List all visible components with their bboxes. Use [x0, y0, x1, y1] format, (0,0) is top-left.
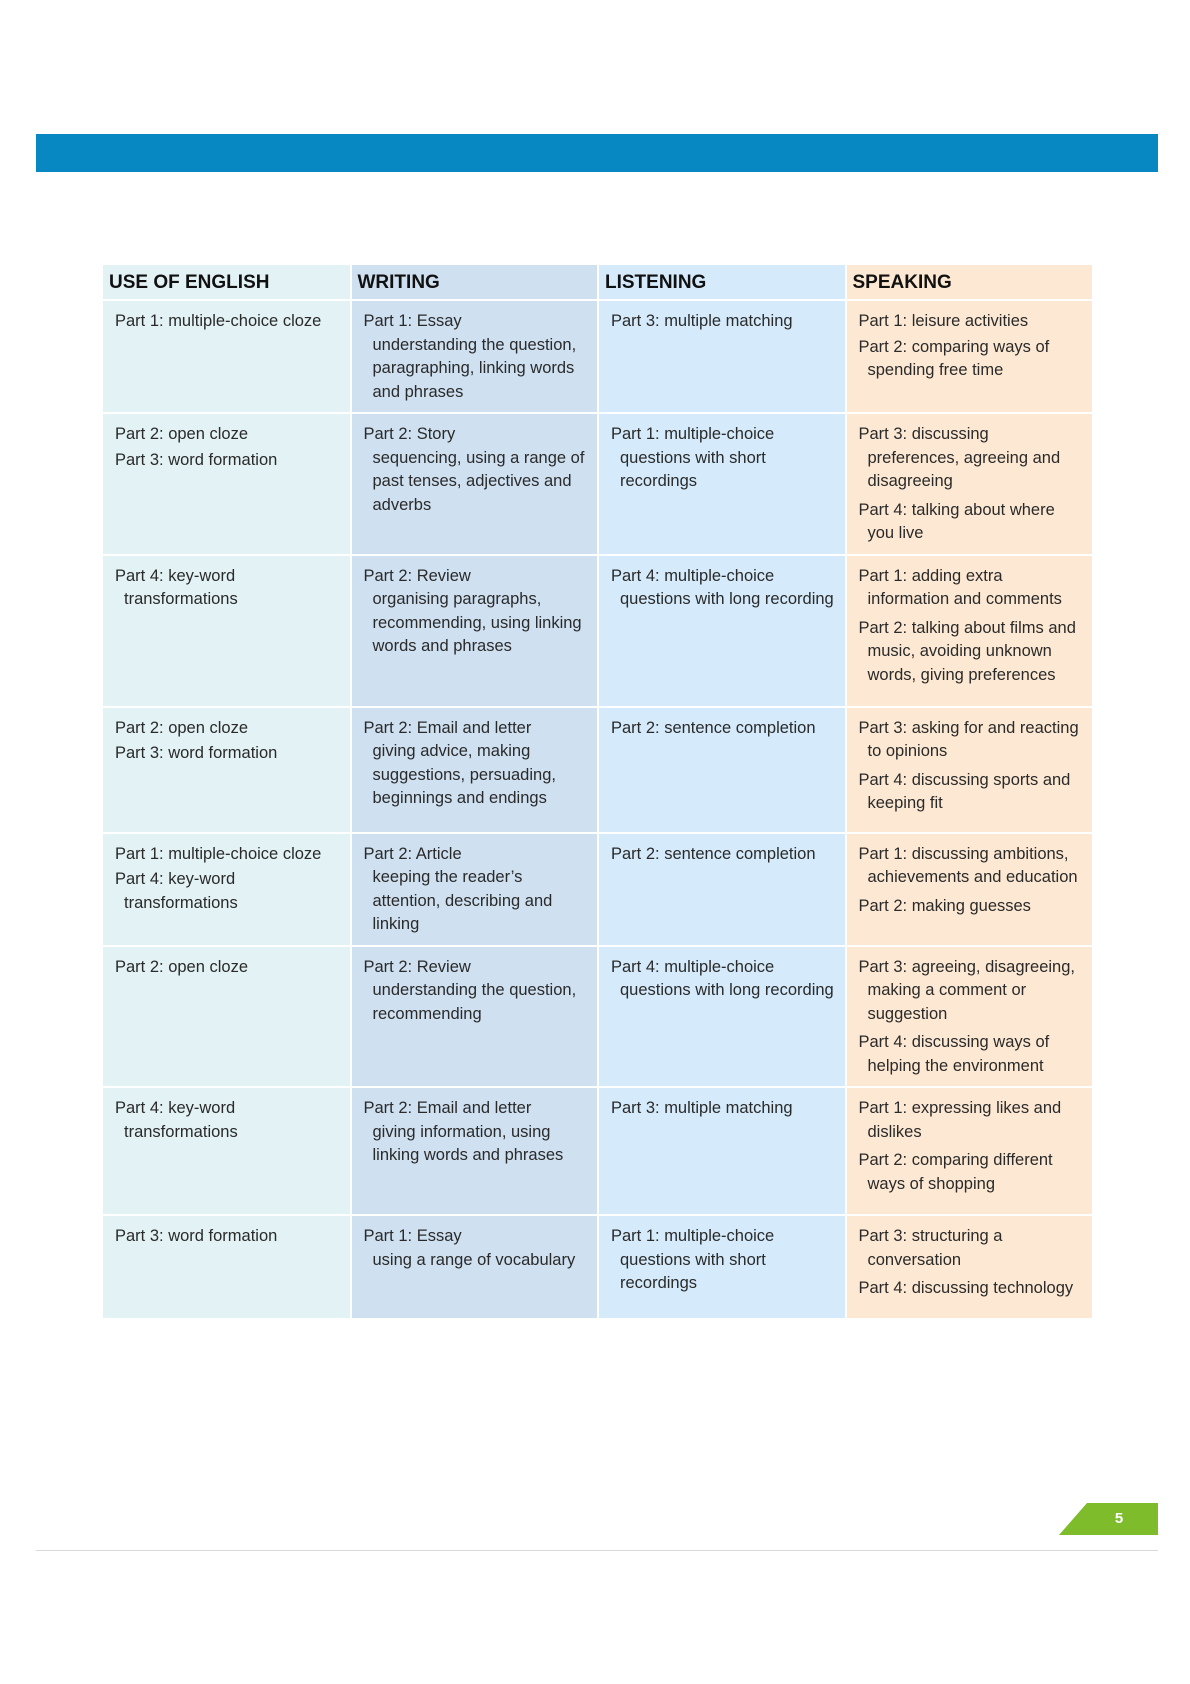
writing-cell — [351, 413, 599, 555]
table-row — [103, 946, 1093, 1088]
listening-cell — [598, 1215, 846, 1319]
writing-task-title: Part 2: Review — [363, 566, 471, 585]
list-item: Part 3: word formation — [115, 744, 278, 762]
list-item: Part 1: multiple-choice questions with short recordings — [611, 1227, 775, 1292]
use-of-english-cell — [103, 413, 351, 555]
bottom-divider — [36, 1550, 1158, 1551]
table-row — [103, 833, 1093, 946]
writing-task-detail: giving advice, making suggestions, persuading, beginnings and endings — [372, 742, 556, 807]
listening-cell — [598, 555, 846, 707]
list-item: Part 1: multiple-choice cloze — [115, 844, 322, 863]
header-speaking: SPEAKING — [846, 265, 1094, 300]
list-item: Part 1: leisure activities — [858, 312, 1029, 330]
list-item: Part 2: comparing different ways of shopping — [858, 1151, 1053, 1193]
writing-task-detail: giving information, using linking words and phrases — [372, 1122, 564, 1164]
writing-cell — [351, 1215, 599, 1319]
list-item: Part 3: word formation — [115, 1227, 278, 1245]
writing-cell — [351, 707, 599, 833]
speaking-cell — [846, 413, 1094, 555]
list-item: Part 3: word formation — [115, 450, 278, 469]
writing-task-detail: understanding the question, recommending — [372, 981, 577, 1023]
writing-task-detail: sequencing, using a range of past tenses, adjectives and adverbs — [372, 448, 585, 514]
table-row — [103, 413, 1093, 555]
top-color-band — [36, 134, 1158, 172]
speaking-cell — [846, 946, 1094, 1088]
writing-task-detail: keeping the reader’s attention, describing and linking — [372, 868, 553, 933]
list-item: Part 2: open cloze — [115, 425, 248, 443]
page-number: 5 — [1114, 1510, 1124, 1527]
writing-cell — [351, 300, 599, 413]
writing-cell — [351, 833, 599, 946]
list-item: Part 2: sentence completion — [611, 844, 816, 863]
list-item: Part 1: expressing likes and dislikes — [858, 1099, 1062, 1141]
use-of-english-cell — [103, 833, 351, 946]
listening-cell — [598, 300, 846, 413]
speaking-cell — [846, 833, 1094, 946]
use-of-english-cell — [103, 300, 351, 413]
list-item: Part 4: discussing technology — [858, 1279, 1074, 1297]
table-row — [103, 707, 1093, 833]
list-item: Part 1: multiple-choice questions with short recordings — [611, 425, 775, 490]
listening-cell — [598, 833, 846, 946]
list-item: Part 2: sentence completion — [611, 718, 816, 737]
speaking-cell — [846, 555, 1094, 707]
list-item: Part 2: open cloze — [115, 718, 248, 737]
list-item: Part 3: multiple matching — [611, 1099, 793, 1117]
listening-cell — [598, 707, 846, 833]
syllabus-table — [103, 265, 1094, 1320]
writing-task-title: Part 1: Essay — [363, 1227, 462, 1245]
listening-cell — [598, 1087, 846, 1215]
table-row — [103, 555, 1093, 707]
list-item: Part 2: open cloze — [115, 957, 248, 976]
list-item: Part 2: talking about films and music, avoiding unknown words, giving preferences — [858, 618, 1076, 684]
list-item: Part 4: multiple-choice questions with long recording — [611, 566, 834, 608]
list-item: Part 1: adding extra information and comments — [858, 566, 1062, 608]
writing-task-title: Part 2: Email and letter — [363, 1099, 532, 1117]
list-item: Part 4: key-word transformations — [115, 870, 238, 912]
header-use-of-english: USE OF ENGLISH — [103, 265, 351, 300]
list-item: Part 2: making guesses — [858, 896, 1031, 915]
list-item: Part 3: agreeing, disagreeing, making a comment or suggestion — [858, 957, 1075, 1023]
writing-task-title: Part 2: Article — [363, 844, 462, 863]
use-of-english-cell — [103, 1215, 351, 1319]
listening-cell — [598, 413, 846, 555]
list-item: Part 2: comparing ways of spending free time — [858, 337, 1050, 379]
speaking-cell — [846, 1215, 1094, 1319]
list-item: Part 4: discussing ways of helping the environment — [858, 1033, 1050, 1075]
writing-cell — [351, 946, 599, 1088]
table-row — [103, 300, 1093, 413]
header-listening: LISTENING — [598, 265, 846, 300]
list-item: Part 4: key-word transformations — [115, 566, 238, 608]
speaking-cell — [846, 707, 1094, 833]
list-item: Part 4: discussing sports and keeping fit — [858, 770, 1071, 812]
list-item: Part 4: key-word transformations — [115, 1099, 238, 1141]
writing-task-title: Part 1: Essay — [363, 312, 462, 330]
use-of-english-cell — [103, 1087, 351, 1215]
table-header-row — [103, 265, 1093, 300]
list-item: Part 3: discussing preferences, agreeing and disagreeing — [858, 425, 1061, 490]
writing-task-title: Part 2: Review — [363, 957, 471, 976]
writing-cell — [351, 555, 599, 707]
table-row — [103, 1087, 1093, 1215]
speaking-cell — [846, 300, 1094, 413]
list-item: Part 4: talking about where you live — [858, 500, 1055, 542]
list-item: Part 1: discussing ambitions, achievements and education — [858, 844, 1078, 886]
use-of-english-cell — [103, 707, 351, 833]
writing-cell — [351, 1087, 599, 1215]
list-item: Part 3: asking for and reacting to opinions — [858, 718, 1079, 760]
writing-task-detail: organising paragraphs, recommending, using linking words and phrases — [372, 590, 582, 655]
speaking-cell — [846, 1087, 1094, 1215]
listening-cell — [598, 946, 846, 1088]
writing-task-title: Part 2: Email and letter — [363, 718, 532, 737]
use-of-english-cell — [103, 555, 351, 707]
table-row — [103, 1215, 1093, 1319]
writing-task-detail: using a range of vocabulary — [372, 1250, 576, 1269]
list-item: Part 4: multiple-choice questions with long recording — [611, 957, 834, 999]
header-writing: WRITING — [351, 265, 599, 300]
list-item: Part 3: multiple matching — [611, 312, 793, 330]
use-of-english-cell — [103, 946, 351, 1088]
list-item: Part 3: structuring a conversation — [858, 1227, 1003, 1269]
writing-task-detail: understanding the question, paragraphing, linking words and phrases — [372, 335, 577, 401]
list-item: Part 1: multiple-choice cloze — [115, 312, 322, 330]
writing-task-title: Part 2: Story — [363, 425, 456, 443]
